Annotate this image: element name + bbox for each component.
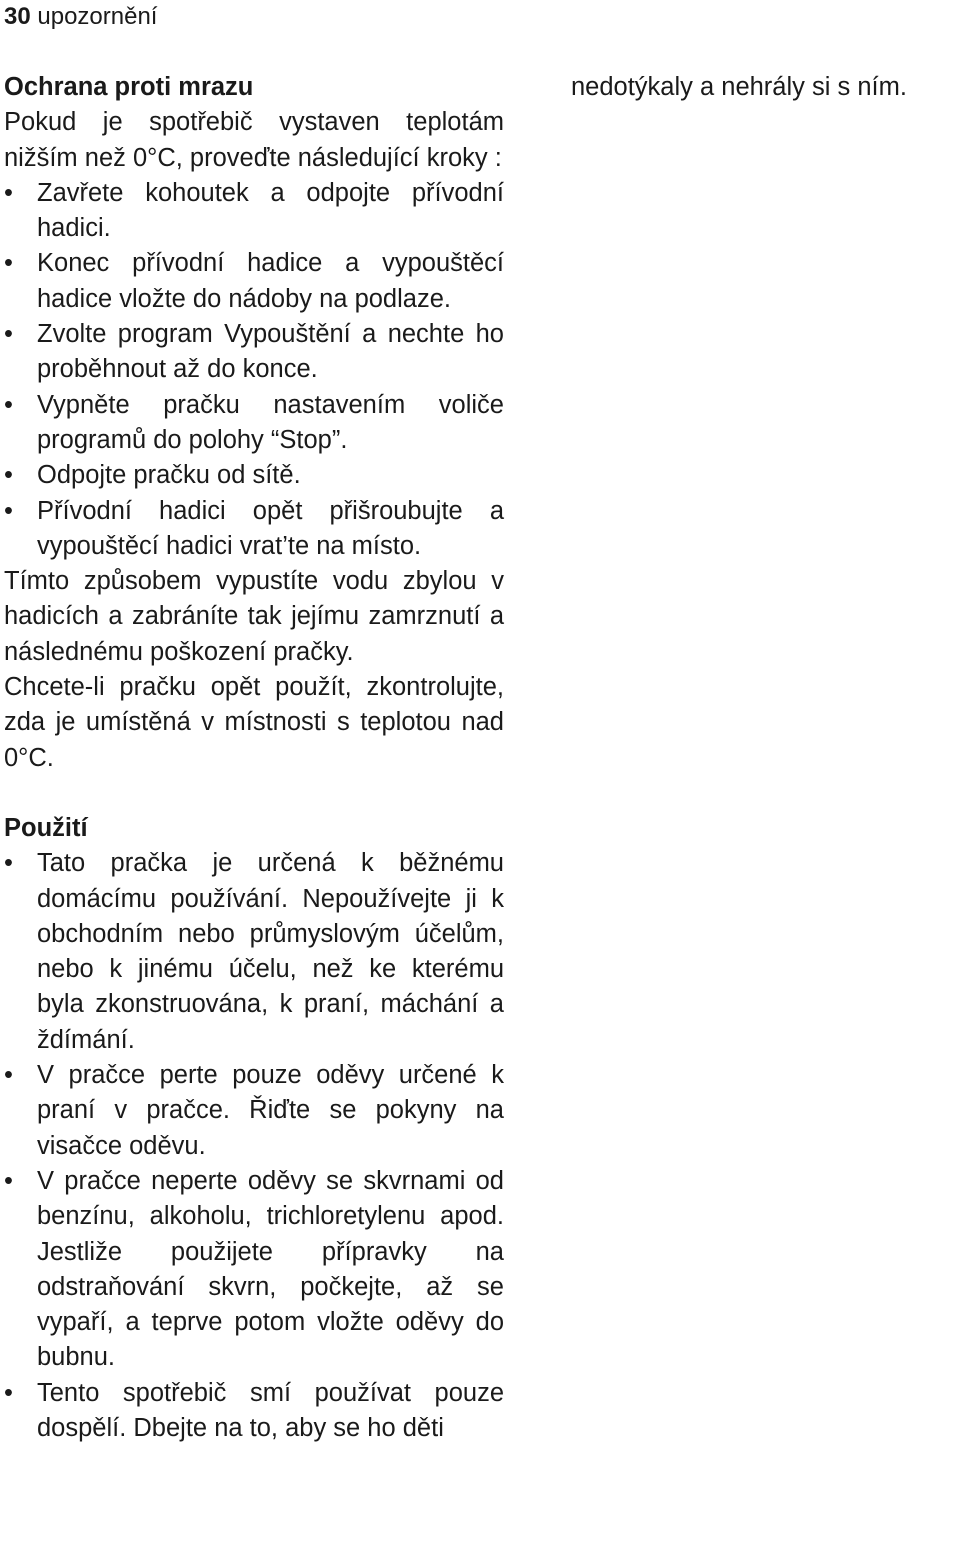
list-item-text: Odpojte pračku od sítě. [37, 461, 301, 490]
bullet-icon: • [4, 461, 13, 490]
bullet-icon: • [4, 320, 13, 349]
bullet-icon: • [4, 1378, 13, 1407]
list-item-text: Tento spotřebič smí používat pouze dospělí. Dbejte na to, aby se ho děti [37, 1378, 504, 1442]
list-item-text: Přívodní hadici opět přišroubujte a vypouštěcí hadici vrat’te na místo. [37, 496, 504, 560]
frost-protection-heading: Ochrana proti mrazu [4, 73, 254, 101]
bullet-icon: • [4, 1166, 13, 1195]
list-item-text: Zvolte program Vypouštění a nechte ho proběhnout až do konce. [37, 320, 504, 384]
bullet-icon: • [4, 849, 13, 878]
list-item [4, 317, 504, 388]
frost-paragraph-result: Tímto způsobem vypustíte vodu zbylou v hadicích a zabráníte tak jejímu zamrznutí a následnému poškození pračky. [4, 567, 504, 666]
usage-list [4, 846, 504, 1446]
section-spacer [4, 776, 504, 811]
bullet-icon: • [4, 496, 13, 525]
frost-paragraph-reuse: Chcete-li pračku opět použít, zkontrolujte, zda je umístěná v místnosti s teplotou nad 0°C. [4, 673, 504, 772]
list-item [4, 1058, 504, 1164]
list-item-text: Vypněte pračku nastavením voliče programů do polohy “Stop”. [37, 390, 504, 454]
list-item [4, 494, 504, 565]
list-item-text: V pračce neperte oděvy se skvrnami od benzínu, alkoholu, trichloretylenu apod. Jestliže použijete přípravky na odstraňování skvrn, počkejte, až se vypaří, a teprve potom vložte oděvy do bubnu. [37, 1166, 504, 1372]
page-number: 30 [4, 3, 31, 30]
bullet-icon: • [4, 1061, 13, 1090]
usage-heading: Použití [4, 813, 88, 842]
list-item-text: Zavřete kohoutek a odpojte přívodní hadici. [37, 178, 504, 243]
usage-continuation-text: nedotýkaly a nehrály si s ním. [571, 73, 907, 101]
list-item-text: Tato pračka je určená k běžnému domácímu používání. Nepoužívejte ji k obchodním nebo průmyslovým účelům, nebo k jinému účelu, než ke kterému byla zkonstruována, k praní, máchání a ždímání. [37, 849, 504, 1054]
usage-section [4, 811, 504, 1446]
bullet-icon: • [4, 178, 13, 207]
list-item [4, 176, 504, 247]
frost-protection-section [4, 70, 504, 776]
frost-steps-list [4, 176, 504, 564]
bullet-icon: • [4, 249, 13, 278]
right-column [571, 70, 956, 105]
header-section-title: upozornění [37, 3, 158, 30]
page-header [4, 2, 157, 32]
list-item-text: V pračce perte pouze oděvy určené k praní v pračce. Řiďte se pokyny na visačce oděvu. [37, 1061, 504, 1160]
list-item [4, 1376, 504, 1447]
list-item [4, 388, 504, 459]
list-item [4, 458, 504, 493]
list-item [4, 246, 504, 317]
left-column [4, 70, 504, 1446]
list-item-text: Konec přívodní hadice a vypouštěcí hadice vložte do nádoby na podlaze. [37, 249, 504, 313]
list-item [4, 1164, 504, 1376]
list-item [4, 846, 504, 1058]
bullet-icon: • [4, 390, 13, 419]
frost-intro: Pokud je spotřebič vystaven teplotám nižším než 0°C, proveďte následující kroky : [4, 108, 504, 172]
